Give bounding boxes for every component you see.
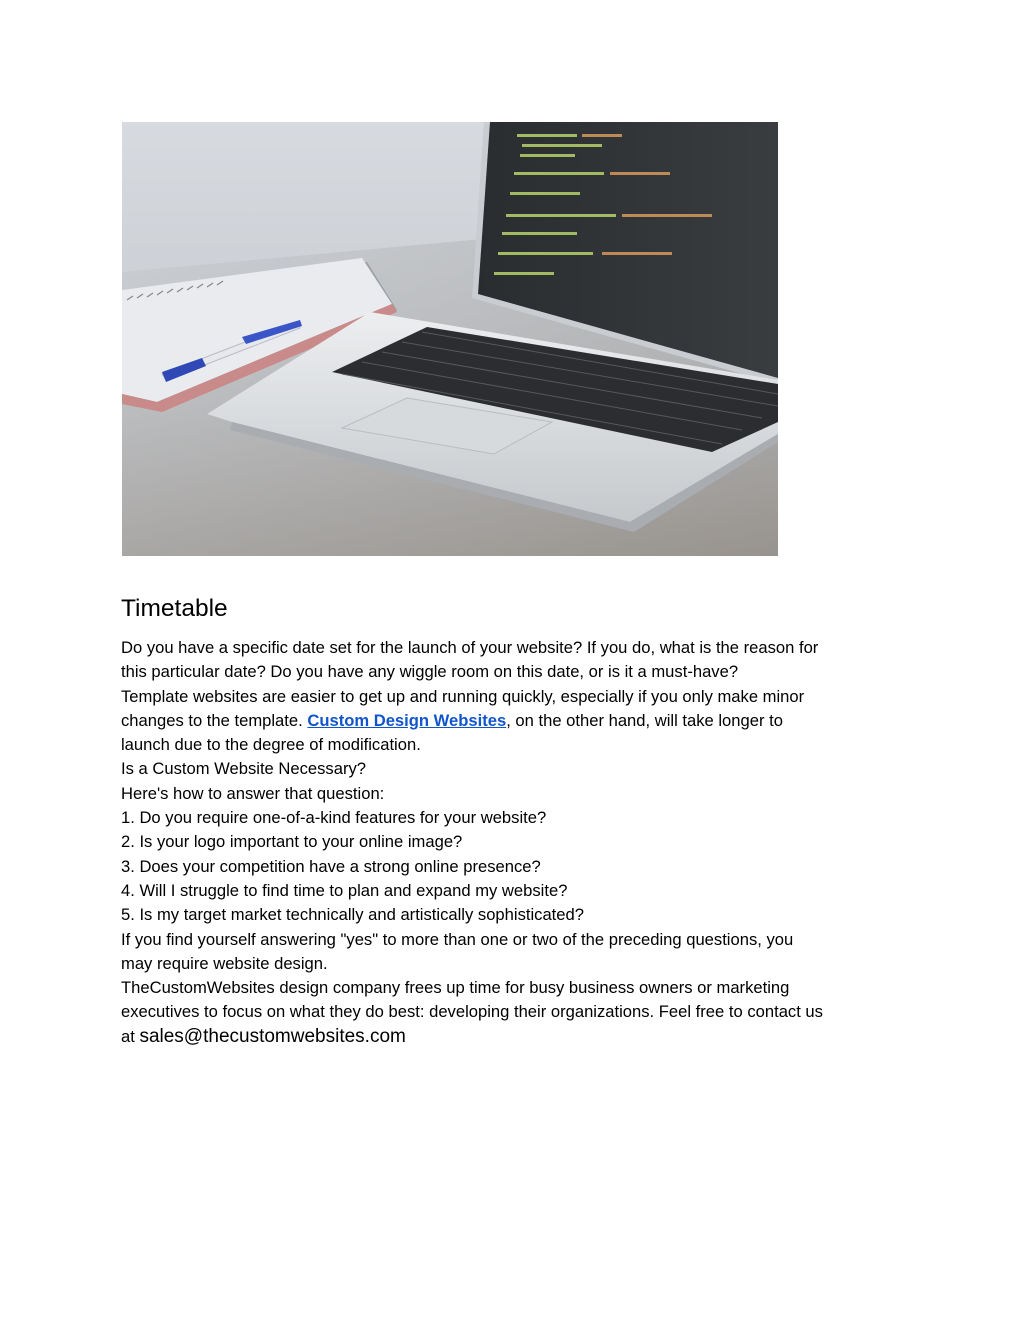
contact-line bbox=[121, 1025, 911, 1049]
list-item: 5. Is my target market technically and artistically sophisticated? bbox=[121, 905, 584, 925]
paragraph-line-with-link bbox=[121, 709, 911, 733]
paragraph-line: executives to focus on what they do best: developing their organizations. Feel free to contact us bbox=[121, 1002, 823, 1022]
document-body bbox=[121, 592, 911, 1049]
contact-prefix: at bbox=[121, 1026, 140, 1046]
paragraph-line: Here's how to answer that question: bbox=[121, 783, 385, 803]
section-label: Is a Custom Website Necessary? bbox=[121, 759, 367, 779]
paragraph-line: Do you have a specific date set for the launch of your website? If you do, what is the reason for bbox=[121, 638, 819, 657]
paragraph-line: If you find yourself answering "yes" to more than one or two of the preceding questions, you bbox=[121, 929, 794, 949]
contact-email: sales@thecustomwebsites.com bbox=[139, 1025, 406, 1047]
page-title: Timetable bbox=[121, 595, 228, 622]
link-suffix-text: , on the other hand, will take longer to bbox=[506, 710, 783, 730]
paragraph-line: launch due to the degree of modification. bbox=[121, 735, 421, 755]
list-item: 4. Will I struggle to find time to plan and expand my website? bbox=[121, 880, 568, 900]
paragraph-line: Template websites are easier to get up and running quickly, especially if you only make minor bbox=[121, 686, 805, 706]
paragraph-line: this particular date? Do you have any wiggle room on this date, or is it a must-have? bbox=[121, 662, 739, 682]
paragraph-line: TheCustomWebsites design company frees up time for busy business owners or marketing bbox=[121, 978, 790, 998]
laptop-photo bbox=[122, 122, 778, 556]
custom-design-websites-link[interactable]: Custom Design Websites bbox=[307, 710, 507, 730]
paragraph-line: may require website design. bbox=[121, 953, 328, 973]
list-item: 1. Do you require one-of-a-kind features for your website? bbox=[121, 808, 547, 828]
list-item: 3. Does your competition have a strong online presence? bbox=[121, 856, 541, 876]
list-item: 2. Is your logo important to your online image? bbox=[121, 832, 463, 852]
link-prefix-text: changes to the template. bbox=[121, 710, 308, 730]
